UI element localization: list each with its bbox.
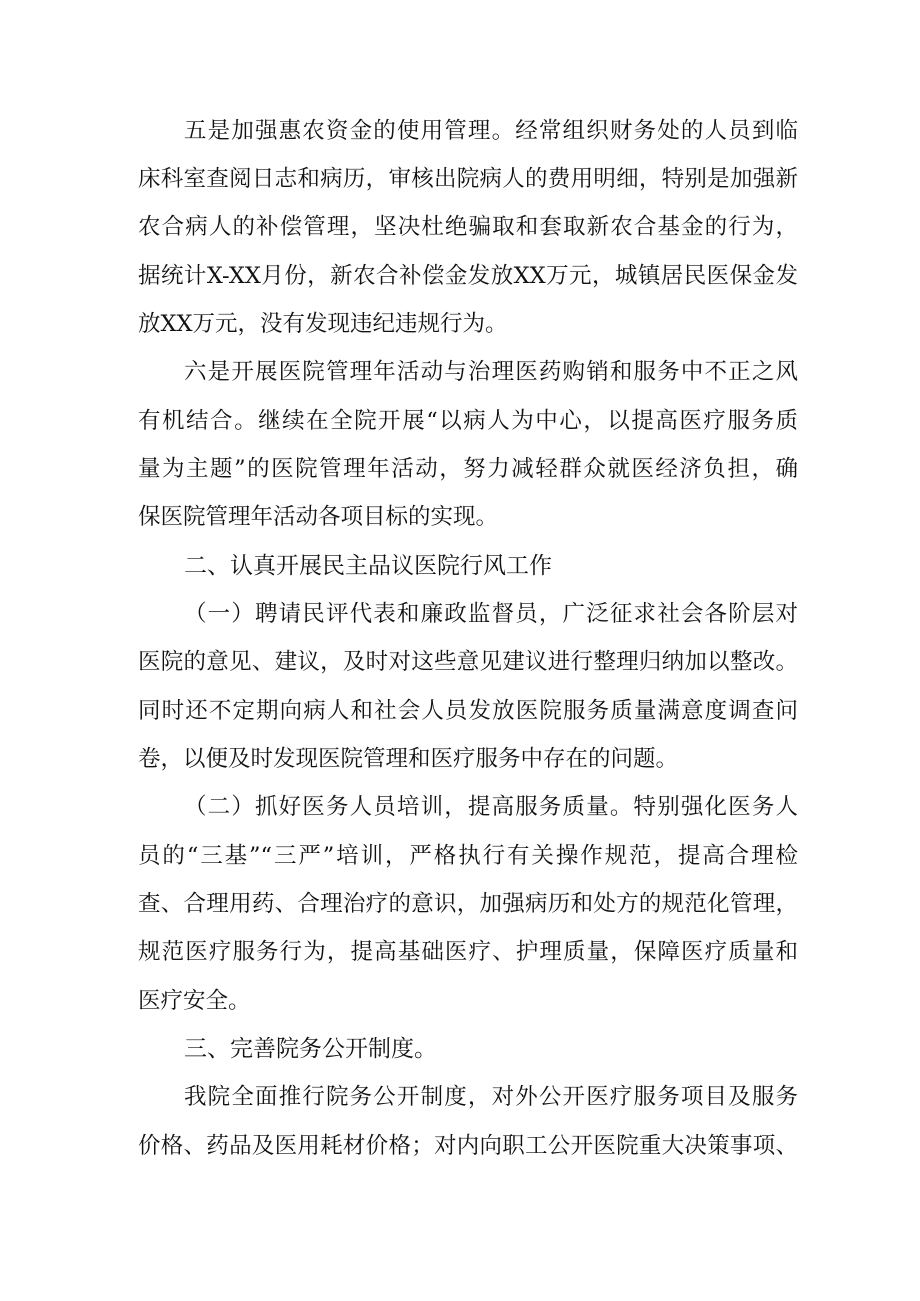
- paragraph-line: 查、合理用药、合理治疗的意识，加强病历和处方的规范化管理，: [138, 891, 798, 917]
- section-heading: 二、认真开展民主品议医院行风工作: [184, 553, 552, 579]
- paragraph-line: 六是开展医院管理年活动与治理医药购销和服务中不正之风: [184, 359, 798, 385]
- paragraph-line: （二）抓好医务人员培训，提高服务质量。特别强化医务人: [184, 794, 798, 820]
- paragraph-line: 床科室查阅日志和病历，审核出院病人的费用明细，特别是加强新: [138, 166, 798, 192]
- paragraph-line: 五是加强惠农资金的使用管理。经常组织财务处的人员到临: [184, 118, 798, 144]
- paragraph-line: 医疗安全。: [138, 988, 251, 1014]
- paragraph-line: 放XX万元，没有发现违纪违规行为。: [138, 311, 508, 337]
- paragraph-line: 医院的意见、建议，及时对这些意见建议进行整理归纳加以整改。: [138, 649, 798, 675]
- paragraph-line: 有机结合。继续在全院开展“以病人为中心，以提高医疗服务质: [138, 408, 798, 434]
- paragraph-line: 农合病人的补偿管理，坚决杜绝骗取和套取新农合基金的行为，: [138, 214, 798, 240]
- paragraph-line: 价格、药品及医用耗材价格；对内向职工公开医院重大决策事项、: [138, 1133, 798, 1159]
- paragraph-line: 员的“三基”“三严”培训，严格执行有关操作规范，提高合理检: [138, 843, 798, 869]
- paragraph-line: 据统计X-XX月份，新农合补偿金发放XX万元，城镇居民医保金发: [138, 263, 798, 289]
- section-heading: 三、完善院务公开制度。: [184, 1036, 437, 1062]
- paragraph-line: 同时还不定期向病人和社会人员发放医院服务质量满意度调查问: [138, 698, 798, 724]
- paragraph-line: 量为主题”的医院管理年活动，努力减轻群众就医经济负担，确: [138, 456, 798, 482]
- paragraph-line: 保医院管理年活动各项目标的实现。: [138, 504, 499, 530]
- paragraph-line: 我院全面推行院务公开制度，对外公开医疗服务项目及服务: [184, 1084, 798, 1110]
- paragraph-line: 卷，以便及时发现医院管理和医疗服务中存在的问题。: [138, 746, 679, 772]
- paragraph-line: 规范医疗服务行为，提高基础医疗、护理质量，保障医疗质量和: [138, 939, 798, 965]
- paragraph-line: （一）聘请民评代表和廉政监督员，广泛征求社会各阶层对: [184, 601, 798, 627]
